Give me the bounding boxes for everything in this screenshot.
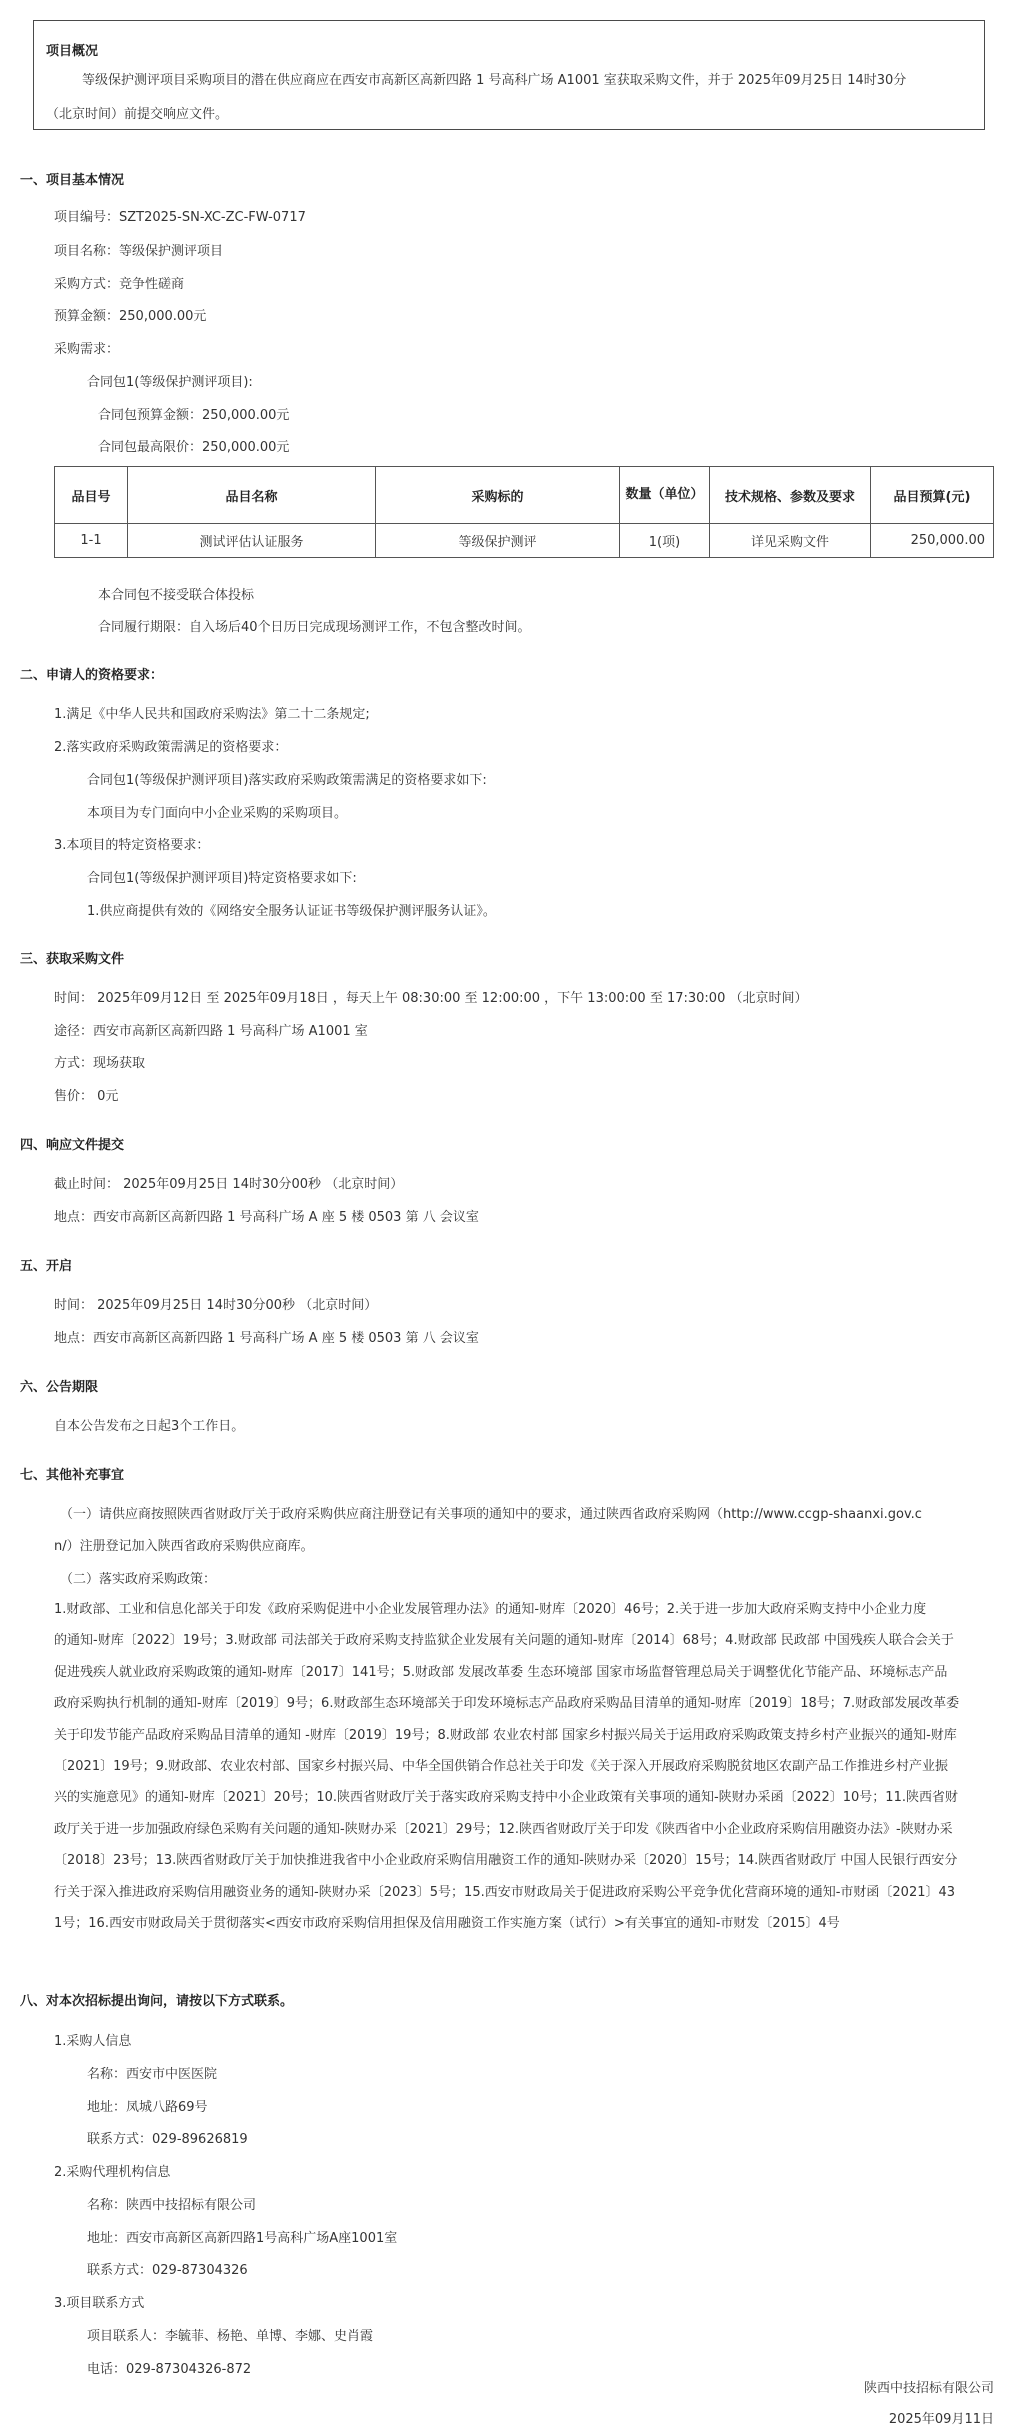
budget-amount: 预算金额：250,000.00元 <box>54 309 207 324</box>
policy-line: 促进残疾人就业政府采购政策的通知-财库〔2017〕141号；5.财政部 发展改革委 生态环境部 国家市场监督管理总局关于调整优化节能产品、环境标志产品 <box>54 1664 948 1680</box>
table-header-cell: 技术规格、参数及要求 <box>710 467 871 524</box>
policy-line: 的通知-财库〔2022〕19号；3.财政部 司法部关于政府采购支持监狱企业发展有关问题的通知-财库〔2014〕68号；4.财政部 民政部 中国残疾人联合会关于 <box>54 1633 954 1649</box>
qualification-item-2: 2.落实政府采购政策需满足的资格要求： <box>54 740 288 755</box>
policy-line: 〔2021〕19号；9.财政部、农业农村部、国家乡村振兴局、中华全国供销合作总社关于印发《关于深入开展政府采购脱贫地区农副产品工作推进乡村产业振 <box>54 1759 949 1775</box>
section-heading-qualifications: 二、申请人的资格要求： <box>20 668 164 683</box>
opening-time: 时间： 2025年09月25日 14时30分00秒 （北京时间） <box>54 1298 378 1313</box>
table-cell: 1(项) <box>620 524 710 558</box>
project-contacts: 项目联系人：李毓菲、杨艳、单博、李娜、史肖霞 <box>87 2329 374 2344</box>
purchaser-label: 1.采购人信息 <box>54 2034 132 2049</box>
table-cell: 测试评估认证服务 <box>128 524 376 558</box>
supplementary-para1-line2: n/）注册登记加入陕西省政府采购供应商库。 <box>54 1539 314 1554</box>
table-header-cell: 品目预算(元) <box>871 467 994 524</box>
policy-line: 政府采购执行机制的通知-财库〔2019〕9号；6.财政部生态环境部关于印发环境标志产品政府采购品目清单的通知-财库〔2019〕18号；7.财政部发展改革委 <box>54 1696 960 1712</box>
obtain-method: 方式：现场获取 <box>54 1056 146 1071</box>
policy-line: 〔2018〕23号；13.陕西省财政厅关于加快推进我省中小企业政府采购信用融资工作的通知-陕财办采〔2020〕15号；14.陕西省财政厅 中国人民银行西安分 <box>54 1853 958 1869</box>
policy-line: 关于印发节能产品政府采购品目清单的通知 -财库〔2019〕19号；8.财政部 农业农村部 国家乡村振兴局关于运用政府采购政策支持乡村产业振兴的通知-财库 <box>54 1727 957 1743</box>
agency-label: 2.采购代理机构信息 <box>54 2165 171 2180</box>
procurement-method: 采购方式：竞争性磋商 <box>54 277 185 292</box>
table-cell: 1-1 <box>55 524 128 558</box>
table-header-cell: 采购标的 <box>376 467 620 524</box>
qualification-item-2-sme: 本项目为专门面向中小企业采购的采购项目。 <box>87 806 348 821</box>
agency-address: 地址：西安市高新区高新四路1号高科广场A座1001室 <box>87 2231 398 2246</box>
section-heading-supplementary: 七、其他补充事宜 <box>20 1468 125 1483</box>
section-heading-opening: 五、开启 <box>20 1259 73 1274</box>
section-heading-submission: 四、响应文件提交 <box>20 1138 125 1153</box>
issue-date: 2025年09月11日 <box>888 2412 994 2427</box>
table-cell: 详见采购文件 <box>710 524 871 558</box>
policy-line: 兴的实施意见》的通知-财库〔2021〕20号；10.陕西省财政厅关于落实政府采购支持中小企业政策有关事项的通知-陕财办采函〔2022〕10号；11.陕西省财 <box>54 1790 958 1806</box>
package-budget: 合同包预算金额：250,000.00元 <box>98 408 290 423</box>
opening-place: 地点：西安市高新区高新四路 1 号高科广场 A 座 5 楼 0503 第 八 会议室 <box>54 1331 479 1346</box>
project-name: 项目名称：等级保护测评项目 <box>54 244 224 259</box>
section-heading-contact: 八、对本次招标提出询问，请按以下方式联系。 <box>20 1994 294 2009</box>
section-heading-announcement-period: 六、公告期限 <box>20 1380 99 1395</box>
obtain-route: 途径：西安市高新区高新四路 1 号高科广场 A1001 室 <box>54 1024 368 1039</box>
section-heading-obtain-docs: 三、获取采购文件 <box>20 952 125 967</box>
project-phone: 电话：029-87304326-872 <box>87 2362 252 2377</box>
no-consortium-note: 本合同包不接受联合体投标 <box>98 588 255 603</box>
obtain-price: 售价： 0元 <box>54 1089 119 1104</box>
policy-line: 政厅关于进一步加强政府绿色采购有关问题的通知-陕财办采〔2021〕29号；12.陕西省财政厅关于印发《陕西省中小企业政府采购信用融资办法》-陕财办采 <box>54 1821 953 1837</box>
policy-line: 行关于深入推进政府采购信用融资业务的通知-陕财办采〔2023〕5号；15.西安市财政局关于促进政府采购公平竞争优化营商环境的通知-市财函〔2021〕43 <box>54 1884 956 1900</box>
agency-name: 名称：陕西中技招标有限公司 <box>87 2198 257 2213</box>
supplementary-para2-title: （二）落实政府采购政策： <box>60 1572 217 1587</box>
submission-deadline: 截止时间： 2025年09月25日 14时30分00秒 （北京时间） <box>54 1177 404 1192</box>
purchaser-name: 名称：西安市中医医院 <box>87 2067 218 2082</box>
obtain-time: 时间： 2025年09月12日 至 2025年09月18日 ，每天上午 08:30:00 至 12:00:00 ，下午 13:00:00 至 17:30:00 （北京时间） <box>54 991 808 1006</box>
table-header-row <box>55 467 994 524</box>
policy-line: 1号；16.西安市财政局关于贯彻落实<西安市政府采购信用担保及信用融资工作实施方案（试行）>有关事宜的通知-市财发〔2015〕4号 <box>54 1916 840 1932</box>
submission-place: 地点：西安市高新区高新四路 1 号高科广场 A 座 5 楼 0503 第 八 会议室 <box>54 1210 479 1225</box>
items-table <box>54 466 994 558</box>
project-contact-label: 3.项目联系方式 <box>54 2296 145 2311</box>
issuer-org: 陕西中技招标有限公司 <box>863 2381 994 2396</box>
demand-label: 采购需求： <box>54 342 120 357</box>
purchaser-address: 地址：凤城八路69号 <box>87 2100 208 2115</box>
table-cell: 250,000.00 <box>871 524 994 558</box>
qualification-item-3: 3.本项目的特定资格要求： <box>54 838 210 853</box>
section-heading-basic-info: 一、项目基本情况 <box>20 173 125 188</box>
overview-title: 项目概况 <box>46 44 99 59</box>
announcement-period: 自本公告发布之日起3个工作日。 <box>54 1419 245 1434</box>
qualification-item-1: 1.满足《中华人民共和国政府采购法》第二十二条规定; <box>54 707 370 722</box>
agency-phone: 联系方式：029-87304326 <box>87 2263 248 2278</box>
table-cell: 等级保护测评 <box>376 524 620 558</box>
qualification-item-3-detail: 合同包1(等级保护测评项目)特定资格要求如下: <box>87 871 357 886</box>
overview-text-line2: （北京时间）前提交响应文件。 <box>46 107 229 122</box>
policy-line: 1.财政部、工业和信息化部关于印发《政府采购促进中小企业发展管理办法》的通知-财库〔2020〕46号；2.关于进一步加大政府采购支持中小企业力度 <box>54 1602 927 1617</box>
contract-package: 合同包1(等级保护测评项目): <box>87 375 253 390</box>
table-header-cell: 品目号 <box>55 467 128 524</box>
overview-text-line1: 等级保护测评项目采购项目的潜在供应商应在西安市高新区高新四路 1 号高科广场 A1001 室获取采购文件，并于 2025年09月25日 14时30分 <box>82 73 907 88</box>
policy-list <box>54 1594 990 1939</box>
table-row <box>55 524 994 558</box>
project-number: 项目编号：SZT2025-SN-XC-ZC-FW-0717 <box>54 210 306 225</box>
table-header-cell: 数量（单位） <box>620 467 710 524</box>
table-header-cell: 品目名称 <box>128 467 376 524</box>
contract-period: 合同履行期限：自入场后40个日历日完成现场测评工作，不包含整改时间。 <box>98 620 531 635</box>
package-max-price: 合同包最高限价：250,000.00元 <box>98 440 290 455</box>
qualification-item-3-cert: 1.供应商提供有效的《网络安全服务认证证书等级保护测评服务认证》。 <box>87 904 496 919</box>
supplementary-para1-line1: （一）请供应商按照陕西省财政厅关于政府采购供应商注册登记有关事项的通知中的要求，通过陕西省政府采购网（http://www.ccgp-shaanxi.gov.c <box>60 1507 922 1522</box>
purchaser-phone: 联系方式：029-89626819 <box>87 2132 248 2147</box>
qualification-item-2-detail: 合同包1(等级保护测评项目)落实政府采购政策需满足的资格要求如下: <box>87 773 487 788</box>
project-overview-box <box>33 20 985 130</box>
